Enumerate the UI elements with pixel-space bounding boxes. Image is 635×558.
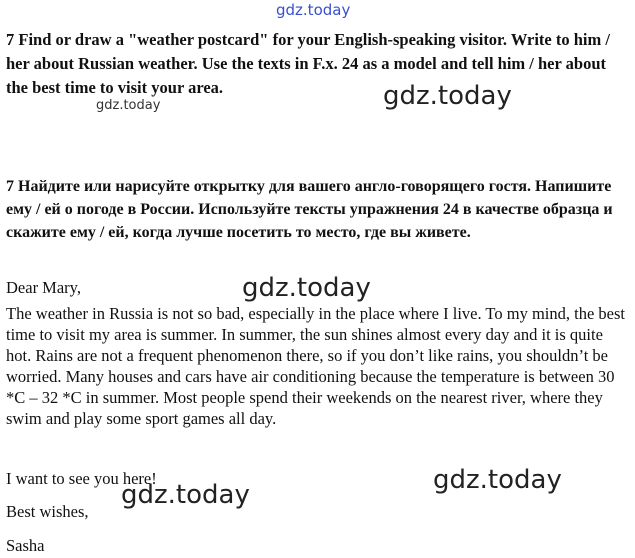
watermark-large-4: gdz.today [121,480,250,510]
watermark-large-2: gdz.today [242,273,371,303]
letter-sign-off: Best wishes, [6,502,89,521]
watermark-large-1: gdz.today [383,81,512,111]
task-russian: 7 Найдите или нарисуйте открытку для вашего англо-говорящего гостя. Напишите ему / ей о погоде в России. Используйте тексты упражнения 24 в качестве образца и скажите ему / ей, когда лучше посетить то место, где вы живете. [6,178,613,241]
letter-signature: Sasha [6,536,45,555]
watermark-large-3: gdz.today [433,465,562,495]
letter-greeting: Dear Mary, [6,278,81,297]
letter-closing-line: I want to see you here! [6,469,157,488]
watermark-top: gdz.today [276,1,351,19]
task-english: 7 Find or draw a "weather postcard" for your English-speaking visitor. Write to him / her about Russian weather. Use the texts in F.x. 24 as a model and tell him / her about the best time to visit your area. [6,30,610,97]
letter-body: The weather in Russia is not so bad, especially in the place where I live. To my mind, the best time to visit my area is summer. In summer, the sun shines almost every day and it is quite hot. Rains are not a frequent phenomenon there, so if you don’t like rains, you shouldn’t be worried. Many houses and cars have air conditioning because the temperature is between 30 *C – 32 *C in summer. Most people spend their weekends on the nearest river, where they swim and play some sport games all day. [6,304,625,428]
watermark-small: gdz.today [96,98,161,113]
